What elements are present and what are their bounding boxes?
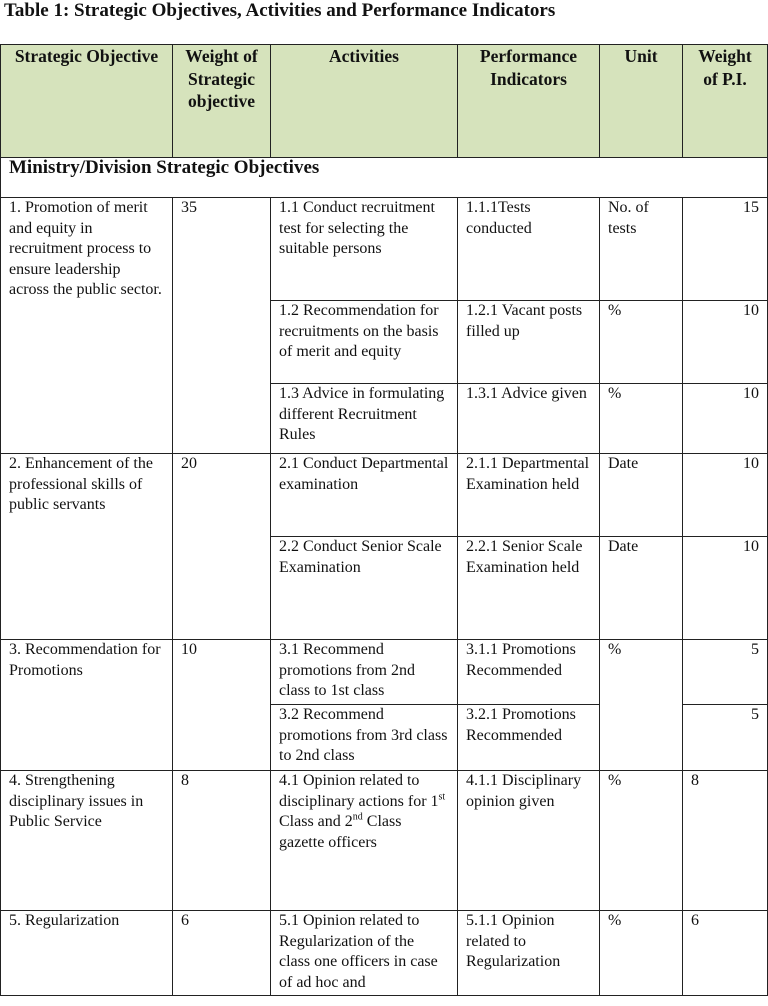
header-indicators: Performance Indicators <box>458 45 600 158</box>
unit: % <box>600 640 683 771</box>
activity: 1.1 Conduct recruitment test for selecting the suitable persons <box>271 198 458 301</box>
unit: % <box>600 911 683 996</box>
objective-weight: 8 <box>173 771 271 911</box>
objective-weight: 35 <box>173 198 271 454</box>
table-row <box>1 454 768 537</box>
pi-weight: 8 <box>683 771 768 911</box>
table-row <box>1 911 768 996</box>
header-row <box>1 45 768 158</box>
objective-weight: 6 <box>173 911 271 996</box>
objective-name: 1. Promotion of merit and equity in recruitment process to ensure leadership across the public sector. <box>1 198 173 454</box>
indicator: 1.2.1 Vacant posts filled up <box>458 301 600 384</box>
objectives-table <box>0 44 768 996</box>
pi-weight: 5 <box>683 705 768 771</box>
table-caption: Table 1: Strategic Objectives, Activities and Performance Indicators <box>4 0 556 21</box>
unit: Date <box>600 454 683 537</box>
pi-weight: 10 <box>683 384 768 454</box>
section-title: Ministry/Division Strategic Objectives <box>1 158 768 198</box>
indicator: 1.3.1 Advice given <box>458 384 600 454</box>
objective-weight: 10 <box>173 640 271 771</box>
activity-text: Class and 2 <box>279 813 353 830</box>
activity-superscript: nd <box>352 811 363 823</box>
activity: 3.2 Recommend promotions from 3rd class to 2nd class <box>271 705 458 771</box>
header-weight: Weight of Strategic objective <box>173 45 271 158</box>
objective-name: 4. Strengthening disciplinary issues in Public Service <box>1 771 173 911</box>
objective-name: 2. Enhancement of the professional skills of public servants <box>1 454 173 640</box>
pi-weight: 10 <box>683 301 768 384</box>
header-objective: Strategic Objective <box>1 45 173 158</box>
header-unit: Unit <box>600 45 683 158</box>
indicator: 2.1.1 Departmental Examination held <box>458 454 600 537</box>
activity: 5.1 Opinion related to Regularization of the class one officers in case of ad hoc and <box>271 911 458 996</box>
pi-weight: 10 <box>683 454 768 537</box>
activity: 1.3 Advice in formulating different Recruitment Rules <box>271 384 458 454</box>
indicator: 5.1.1 Opinion related to Regularization <box>458 911 600 996</box>
indicator: 4.1.1 Disciplinary opinion given <box>458 771 600 911</box>
unit: % <box>600 301 683 384</box>
activity-superscript: st <box>438 791 446 803</box>
activity <box>271 771 458 911</box>
unit: No. of tests <box>600 198 683 301</box>
table-row <box>1 771 768 911</box>
activity: 2.2 Conduct Senior Scale Examination <box>271 537 458 640</box>
table-row <box>1 198 768 301</box>
indicator: 3.2.1 Promotions Recommended <box>458 705 600 771</box>
pi-weight: 5 <box>683 640 768 705</box>
activity: 3.1 Recommend promotions from 2nd class to 1st class <box>271 640 458 705</box>
objective-name: 5. Regularization <box>1 911 173 996</box>
activity: 2.1 Conduct Departmental examination <box>271 454 458 537</box>
header-pi-weight: Weight of P.I. <box>683 45 768 158</box>
activity: 1.2 Recommendation for recruitments on the basis of merit and equity <box>271 301 458 384</box>
indicator: 1.1.1Tests conducted <box>458 198 600 301</box>
unit: % <box>600 384 683 454</box>
pi-weight: 10 <box>683 537 768 640</box>
objective-weight: 20 <box>173 454 271 640</box>
pi-weight: 6 <box>683 911 768 996</box>
indicator: 3.1.1 Promotions Recommended <box>458 640 600 705</box>
table-row <box>1 640 768 705</box>
objective-name: 3. Recommendation for Promotions <box>1 640 173 771</box>
indicator: 2.2.1 Senior Scale Examination held <box>458 537 600 640</box>
header-activities: Activities <box>271 45 458 158</box>
activity-text: 4.1 Opinion related to disciplinary actions for 1 <box>279 772 439 810</box>
section-row <box>1 158 768 198</box>
activity-text: Class gazette officers <box>279 813 402 851</box>
unit: Date <box>600 537 683 640</box>
pi-weight: 15 <box>683 198 768 301</box>
unit: % <box>600 771 683 911</box>
